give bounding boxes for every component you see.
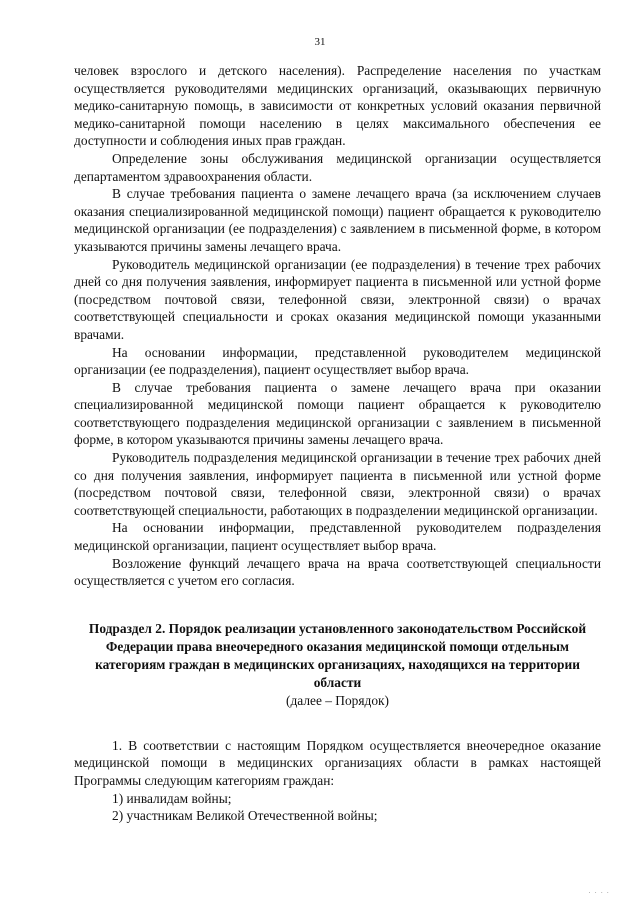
paragraph: Определение зоны обслуживания медицинской организации осуществляется департаментом здравоохранения области. bbox=[74, 150, 601, 184]
list-item: 2) участникам Великой Отечественной войны; bbox=[112, 808, 378, 824]
page-number: 31 bbox=[314, 36, 326, 48]
paragraph: В случае требования пациента о замене лечащего врача (за исключением случаев оказания специализированной медицинской помощи) пациент обращается к руководителю медицинской организации (ее подразделения) с заявлением в письменной форме, в котором указываются причины замены лечащего врача. bbox=[74, 186, 601, 254]
paragraph: На основании информации, представленной руководителем подразделения медицинской организации, пациент осуществляет выбор врача. bbox=[74, 520, 601, 554]
list-item: 1) инвалидам войны; bbox=[112, 790, 232, 806]
paragraph: 1. В соответствии с настоящим Порядком осуществляется внеочередное оказание медицинской помощи в медицинских организациях области в рамках настоящей Программы следующим категориям граждан: bbox=[74, 737, 601, 788]
paragraph: Возложение функций лечащего врача на врача соответствующей специальности осуществляется с учетом его согласия. bbox=[74, 555, 601, 589]
paragraph: Руководитель медицинской организации (ее подразделения) в течение трех рабочих дней со дня получения заявления, информирует пациента в письменной или устной форме (посредством почтовой связи, телефонной связи, электронной связи) о врачах соответствующей специальности и сроках оказания медицинской помощи указанными врачами. bbox=[74, 256, 601, 342]
paragraph: В случае требования пациента о замене лечащего врача при оказании специализированной медицинской помощи пациент обращается к руководителю соответствующего подразделения медицинской организации с заявлением в письменной форме, в котором указываются причины замены лечащего врача. bbox=[74, 379, 601, 448]
scan-mark: · · · · bbox=[588, 889, 610, 897]
document-body bbox=[74, 62, 601, 825]
paragraph: человек взрослого и детского населения). Распределение населения по участкам осуществляется руководителями медицинских организаций, оказывающих первичную медико-санитарную помощь, в зависимости от конкретных условий оказания первичной медико-санитарной помощи населению в целях максимального обеспечения ее доступности и соблюдения иных прав граждан. bbox=[74, 63, 601, 149]
paragraph: На основании информации, представленной руководителем медицинской организации (ее подразделения), пациент осуществляет выбор врача. bbox=[74, 344, 601, 378]
paragraph: Руководитель подразделения медицинской организации в течение трех рабочих дней со дня получения заявления, информирует пациента в письменной или устной форме (посредством почтовой связи, телефонной связи, электронной связи) о врачах соответствующей специальности, работающих в подразделении медицинской организации. bbox=[74, 450, 601, 518]
section-subtitle: (далее – Порядок) bbox=[286, 692, 389, 708]
section-title: Подраздел 2. Порядок реализации установленного законодательством Российской Федерации права внеочередного оказания медицинской помощи отдельным категориям граждан в медицинских организациях, находящихся на территории области bbox=[88, 620, 587, 690]
